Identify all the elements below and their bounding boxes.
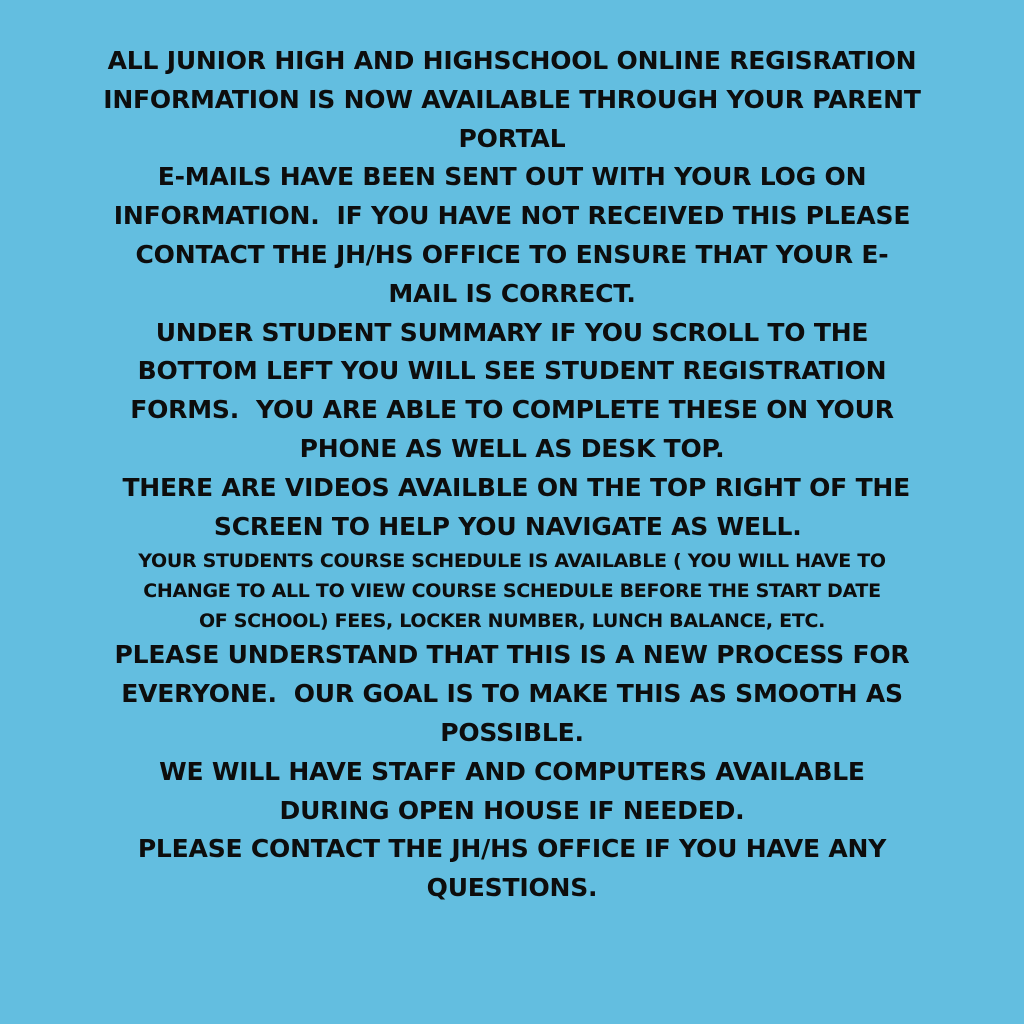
text-line: PORTAL <box>458 123 566 153</box>
announcement-text <box>0 42 1024 908</box>
text-line: MAIL IS CORRECT. <box>388 278 636 308</box>
text-line: YOUR STUDENTS COURSE SCHEDULE IS AVAILABLE ( YOU WILL HAVE TO <box>138 550 886 573</box>
text-line: FORMS. YOU ARE ABLE TO COMPLETE THESE ON YOUR <box>130 395 894 425</box>
paragraph-registration-info <box>0 42 1024 158</box>
text-line: INFORMATION IS NOW AVAILABLE THROUGH YOUR PARENT <box>103 84 921 114</box>
text-line: ALL JUNIOR HIGH AND HIGHSCHOOL ONLINE REGISRATION <box>107 46 917 75</box>
text-line: PLEASE CONTACT THE JH/HS OFFICE IF YOU HAVE ANY <box>137 834 887 864</box>
text-line: PLEASE UNDERSTAND THAT THIS IS A NEW PROCESS FOR <box>114 640 910 670</box>
paragraph-contact-office <box>0 830 1024 908</box>
text-line: POSSIBLE. <box>440 717 584 747</box>
text-line: SCREEN TO HELP YOU NAVIGATE AS WELL. <box>213 511 811 541</box>
text-line: INFORMATION. IF YOU HAVE NOT RECEIVED THIS PLEASE <box>113 201 911 231</box>
paragraph-new-process <box>0 636 1024 752</box>
text-line: QUESTIONS. <box>426 873 598 903</box>
paragraph-student-summary <box>0 314 1024 469</box>
text-line: EVERYONE. OUR GOAL IS TO MAKE THIS AS SMOOTH AS <box>121 679 903 709</box>
text-line: DURING OPEN HOUSE IF NEEDED. <box>279 795 745 825</box>
text-line: PHONE AS WELL AS DESK TOP. <box>299 433 725 463</box>
text-line: CONTACT THE JH/HS OFFICE TO ENSURE THAT YOUR E- <box>135 239 889 269</box>
text-line: E-MAILS HAVE BEEN SENT OUT WITH YOUR LOG ON <box>157 162 867 192</box>
paragraph-emails-sent <box>0 158 1024 313</box>
paragraph-videos <box>0 469 1024 547</box>
paragraph-course-schedule <box>0 546 1024 636</box>
text-line: THERE ARE VIDEOS AVAILBLE ON THE TOP RIGHT OF THE <box>113 472 911 502</box>
text-line: CHANGE TO ALL TO VIEW COURSE SCHEDULE BEFORE THE START DATE <box>143 580 881 603</box>
text-line: BOTTOM LEFT YOU WILL SEE STUDENT REGISTRATION <box>137 356 887 386</box>
text-line: UNDER STUDENT SUMMARY IF YOU SCROLL TO THE <box>155 317 869 347</box>
paragraph-open-house <box>0 753 1024 831</box>
text-line: OF SCHOOL) FEES, LOCKER NUMBER, LUNCH BALANCE, ETC. <box>198 610 826 633</box>
text-line: WE WILL HAVE STAFF AND COMPUTERS AVAILABLE <box>159 756 865 786</box>
